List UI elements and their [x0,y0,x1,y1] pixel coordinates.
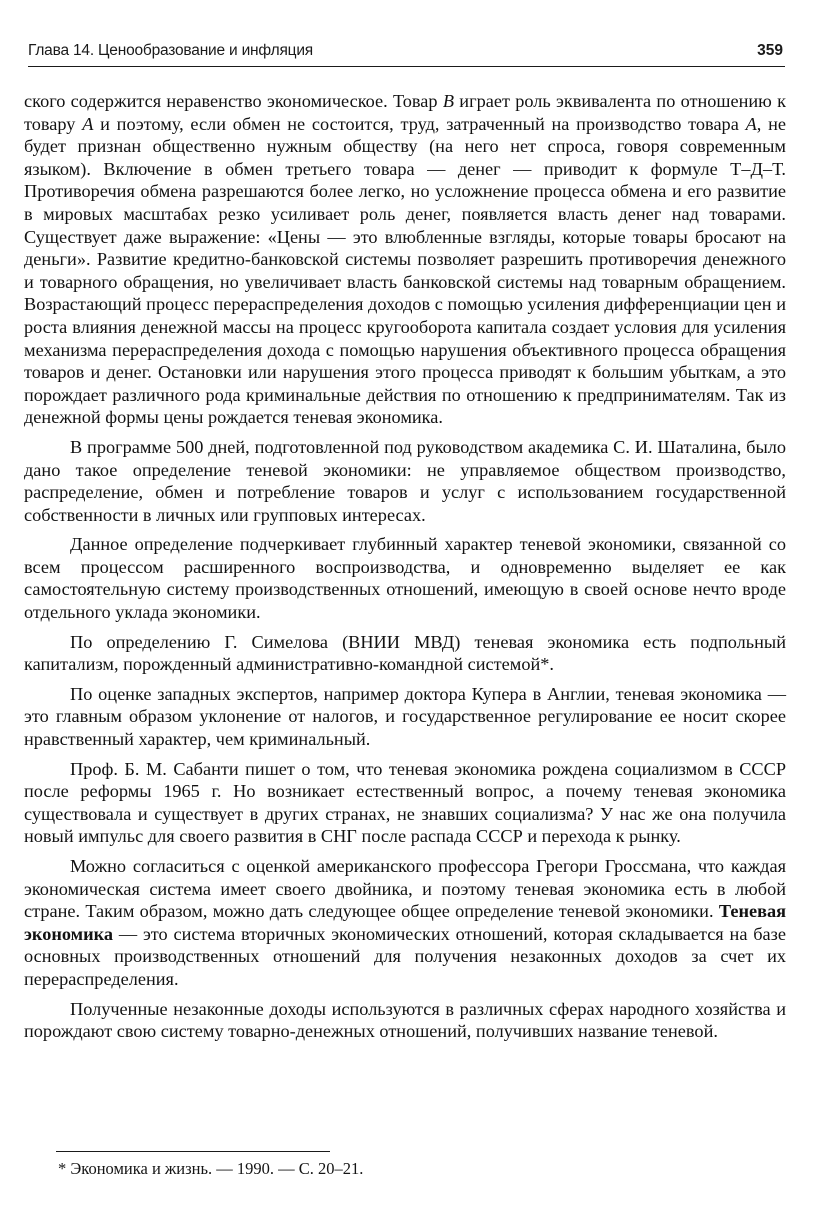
text-run: По определению Г. Симелова (ВНИИ МВД) теневая экономика есть подпольный капитализм, порожденный административно-командной системой*. [24,631,786,675]
body-text [24,90,786,1050]
text-run: — это система вторичных экономических отношений, которая складывается на базе основных производственных отношений для получения незаконных доходов за счет их перераспределения. [24,923,786,989]
paragraph [24,436,786,526]
paragraph [24,855,786,991]
paragraph [24,758,786,848]
footnote: * Экономика и жизнь. — 1990. — С. 20–21. [58,1159,364,1178]
text-run: По оценке западных экспертов, например доктора Купера в Англии, теневая экономика — это главным образом уклонение от налогов, и государственное регулирование ее носит скорее нравственный характер, чем криминальный. [24,683,786,750]
text-run: В программе 500 дней, подготовленной под руководством академика С. И. Шаталина, было дано такое определение теневой экономики: не управляемое обществом производство, распределение, обмен и потребление товаров и услуг с использованием государственной собственности в личных или групповых интересах. [24,436,786,525]
page-number: 359 [757,42,783,59]
running-header [28,40,783,68]
text-run: и поэтому, если обмен не состоится, труд, затраченный на производство товара [93,113,746,134]
text-run: Полученные незаконные доходы используются в различных сферах народного хозяйства и порождают свою систему товарно-денежных отношений, получивших название теневой. [24,998,786,1042]
paragraph [24,90,786,429]
italic-symbol: В [442,91,455,111]
paragraph [24,998,786,1043]
paragraph [24,683,786,751]
chapter-title: Глава 14. Ценообразование и инфляция [28,42,313,59]
italic-symbol: А [745,113,757,134]
paragraph [24,631,786,676]
header-rule [28,66,785,67]
bold-term: Теневая экономика [24,901,786,944]
text-run: Данное определение подчеркивает глубинный характер теневой экономики, связанной со всем процессом расширенного воспроизводства, и одновременно выделяет ее как самостоятельную систему производственных отношений, имеющую в своей основе нечто вроде отдельного уклада экономики. [24,534,786,623]
text-run: Проф. Б. М. Сабанти пишет о том, что теневая экономика рождена социализмом в СССР после реформы 1965 г. Но возникает естественный вопрос, а почему теневая экономика существовала и существует в других странах, не знавших социализма? У нас же она получила новый импульс для своего развития в СНГ после распада СССР и перехода к рынку. [24,758,786,847]
footnote-rule [56,1151,330,1152]
text-run: ского содержится неравенство экономическое. Товар [24,91,443,111]
text-run: играет роль эквивалента по отношению к товару [24,91,786,134]
text-run: , не будет признан общественно нужным обществу (на него нет спроса, говоря современным языком). Включение в обмен третьего товара — денег — приводит к формуле Т–Д–Т. Противоречия обмена разрешаются более легко, но усложнение процесса обмена и его развитие в мировых масштабах резко усиливает роль денег, появляется власть денег над товарами. Существует даже выражение: «Цены — это влюбленные взгляды, которые товары бросают на деньги». Развитие кредитно-банковской системы позволяет разрешить противоречия денежного и товарного обращения, но увеличивает власть банковской системы над товарным обращением. Возрастающий процесс перераспределения доходов с помощью усиления дифференциации цен и роста влияния денежной массы на процесс кругооборота капитала создает условия для усиления механизма перераспределения дохода с помощью нарушения объективного процесса обращения товаров и денег. Остановки или нарушения этого процесса приводят к большим убыткам, а это порождает различного рода криминальные действия по отношению к предпринимателям. Так из денежной формы цены рождается теневая экономика. [24,113,786,428]
paragraph [24,533,786,623]
italic-symbol: А [82,113,94,134]
text-run: Можно согласиться с оценкой американского профессора Грегори Гроссмана, что каждая экономическая система имеет своего двойника, и поэтому теневая экономика есть в любой стране. Таким образом, можно дать следующее общее определение теневой экономики. [24,856,786,922]
